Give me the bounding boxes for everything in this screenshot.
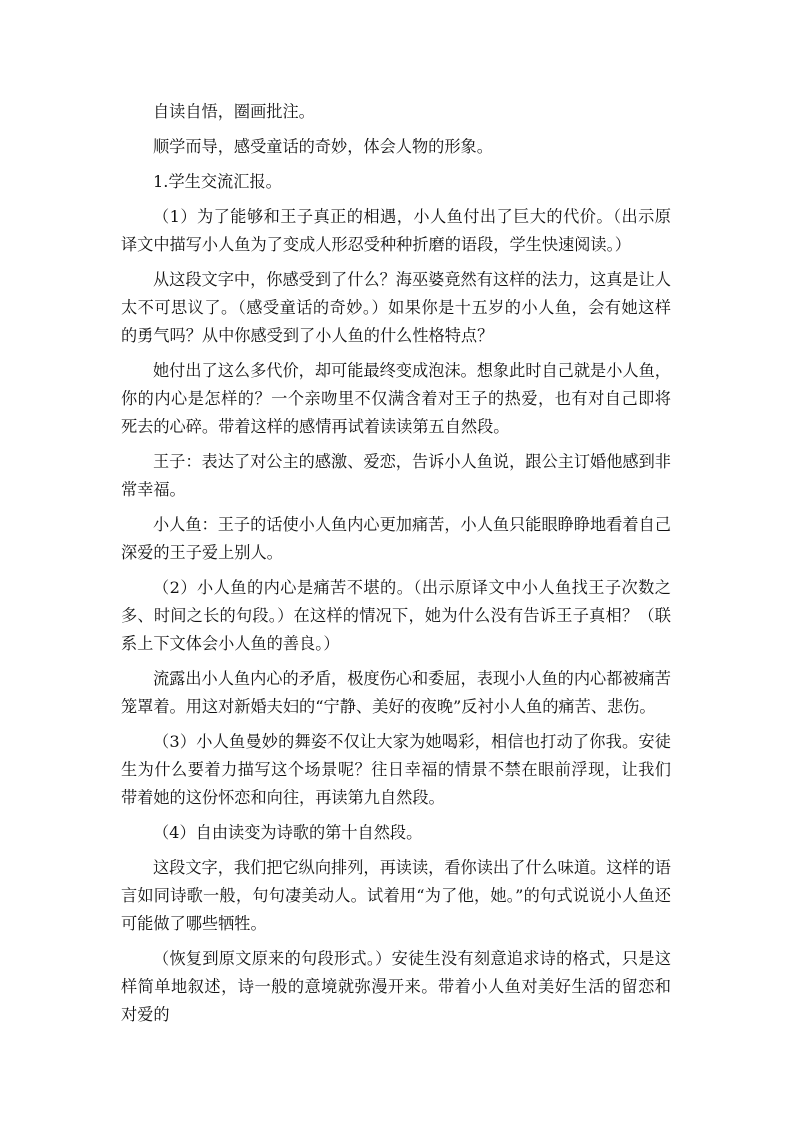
paragraph: （1）为了能够和王子真正的相遇，小人鱼付出了巨大的代价。（出示原译文中描写小人鱼为了变成人形忍受种种折磨的语段，学生快速阅读。）	[121, 207, 671, 254]
paragraph: 1.学生交流汇报。	[153, 172, 282, 191]
paragraph: （恢复到原文原来的句段形式。）安徒生没有刻意追求诗的格式，只是这样简单地叙述，诗一般的意境就弥漫开来。带着小人鱼对美好生活的留恋和对爱的	[121, 949, 671, 1024]
paragraph: （4）自由读变为诗歌的第十自然段。	[153, 823, 423, 842]
paragraph: （3）小人鱼曼妙的舞姿不仅让大家为她喝彩，相信也打动了你我。安徒生为什么要着力描写这个场景呢？往日幸福的情景不禁在眼前浮现，让我们带着她的这份怀恋和向往，再读第九自然段。	[121, 732, 671, 807]
paragraph: 这段文字，我们把它纵向排列，再读读，看你读出了什么味道。这样的语言如同诗歌一般，句句凄美动人。试着用“为了他，她。”的句式说说小人鱼还可能做了哪些牺牲。	[121, 858, 671, 933]
paragraph: 自读自悟，圈画批注。	[153, 102, 315, 121]
paragraph: 流露出小人鱼内心的矛盾，极度伤心和委屈，表现小人鱼的内心都被痛苦笼罩着。用这对新婚夫妇的“宁静、美好的夜晚”反衬小人鱼的痛苦、悲伤。	[121, 669, 671, 716]
paragraph: 顺学而导，感受童话的奇妙，体会人物的形象。	[153, 137, 493, 156]
paragraph: 从这段文字中，你感受到了什么？海巫婆竟然有这样的法力，这真是让人太不可思议了。（感受童话的奇妙。）如果你是十五岁的小人鱼，会有她这样的勇气吗？从中你感受到了小人鱼的什么性格特点？	[121, 270, 671, 345]
paragraph: （2）小人鱼的内心是痛苦不堪的。（出示原译文中小人鱼找王子次数之多、时间之长的句段。）在这样的情况下，她为什么没有告诉王子真相？（联系上下文体会小人鱼的善良。）	[121, 578, 671, 653]
paragraph: 她付出了这么多代价，却可能最终变成泡沫。想象此时自己就是小人鱼，你的内心是怎样的？一个亲吻里不仅满含着对王子的热爱，也有对自己即将死去的心碎。带着这样的感情再试着读读第五自然段。	[121, 361, 671, 436]
document-page	[121, 98, 671, 1036]
paragraph: 王子：表达了对公主的感激、爱恋，告诉小人鱼说，跟公主订婚他感到非常幸福。	[121, 452, 671, 499]
paragraph: 小人鱼：王子的话使小人鱼内心更加痛苦，小人鱼只能眼睁睁地看着自己深爱的王子爱上别人。	[121, 515, 671, 562]
